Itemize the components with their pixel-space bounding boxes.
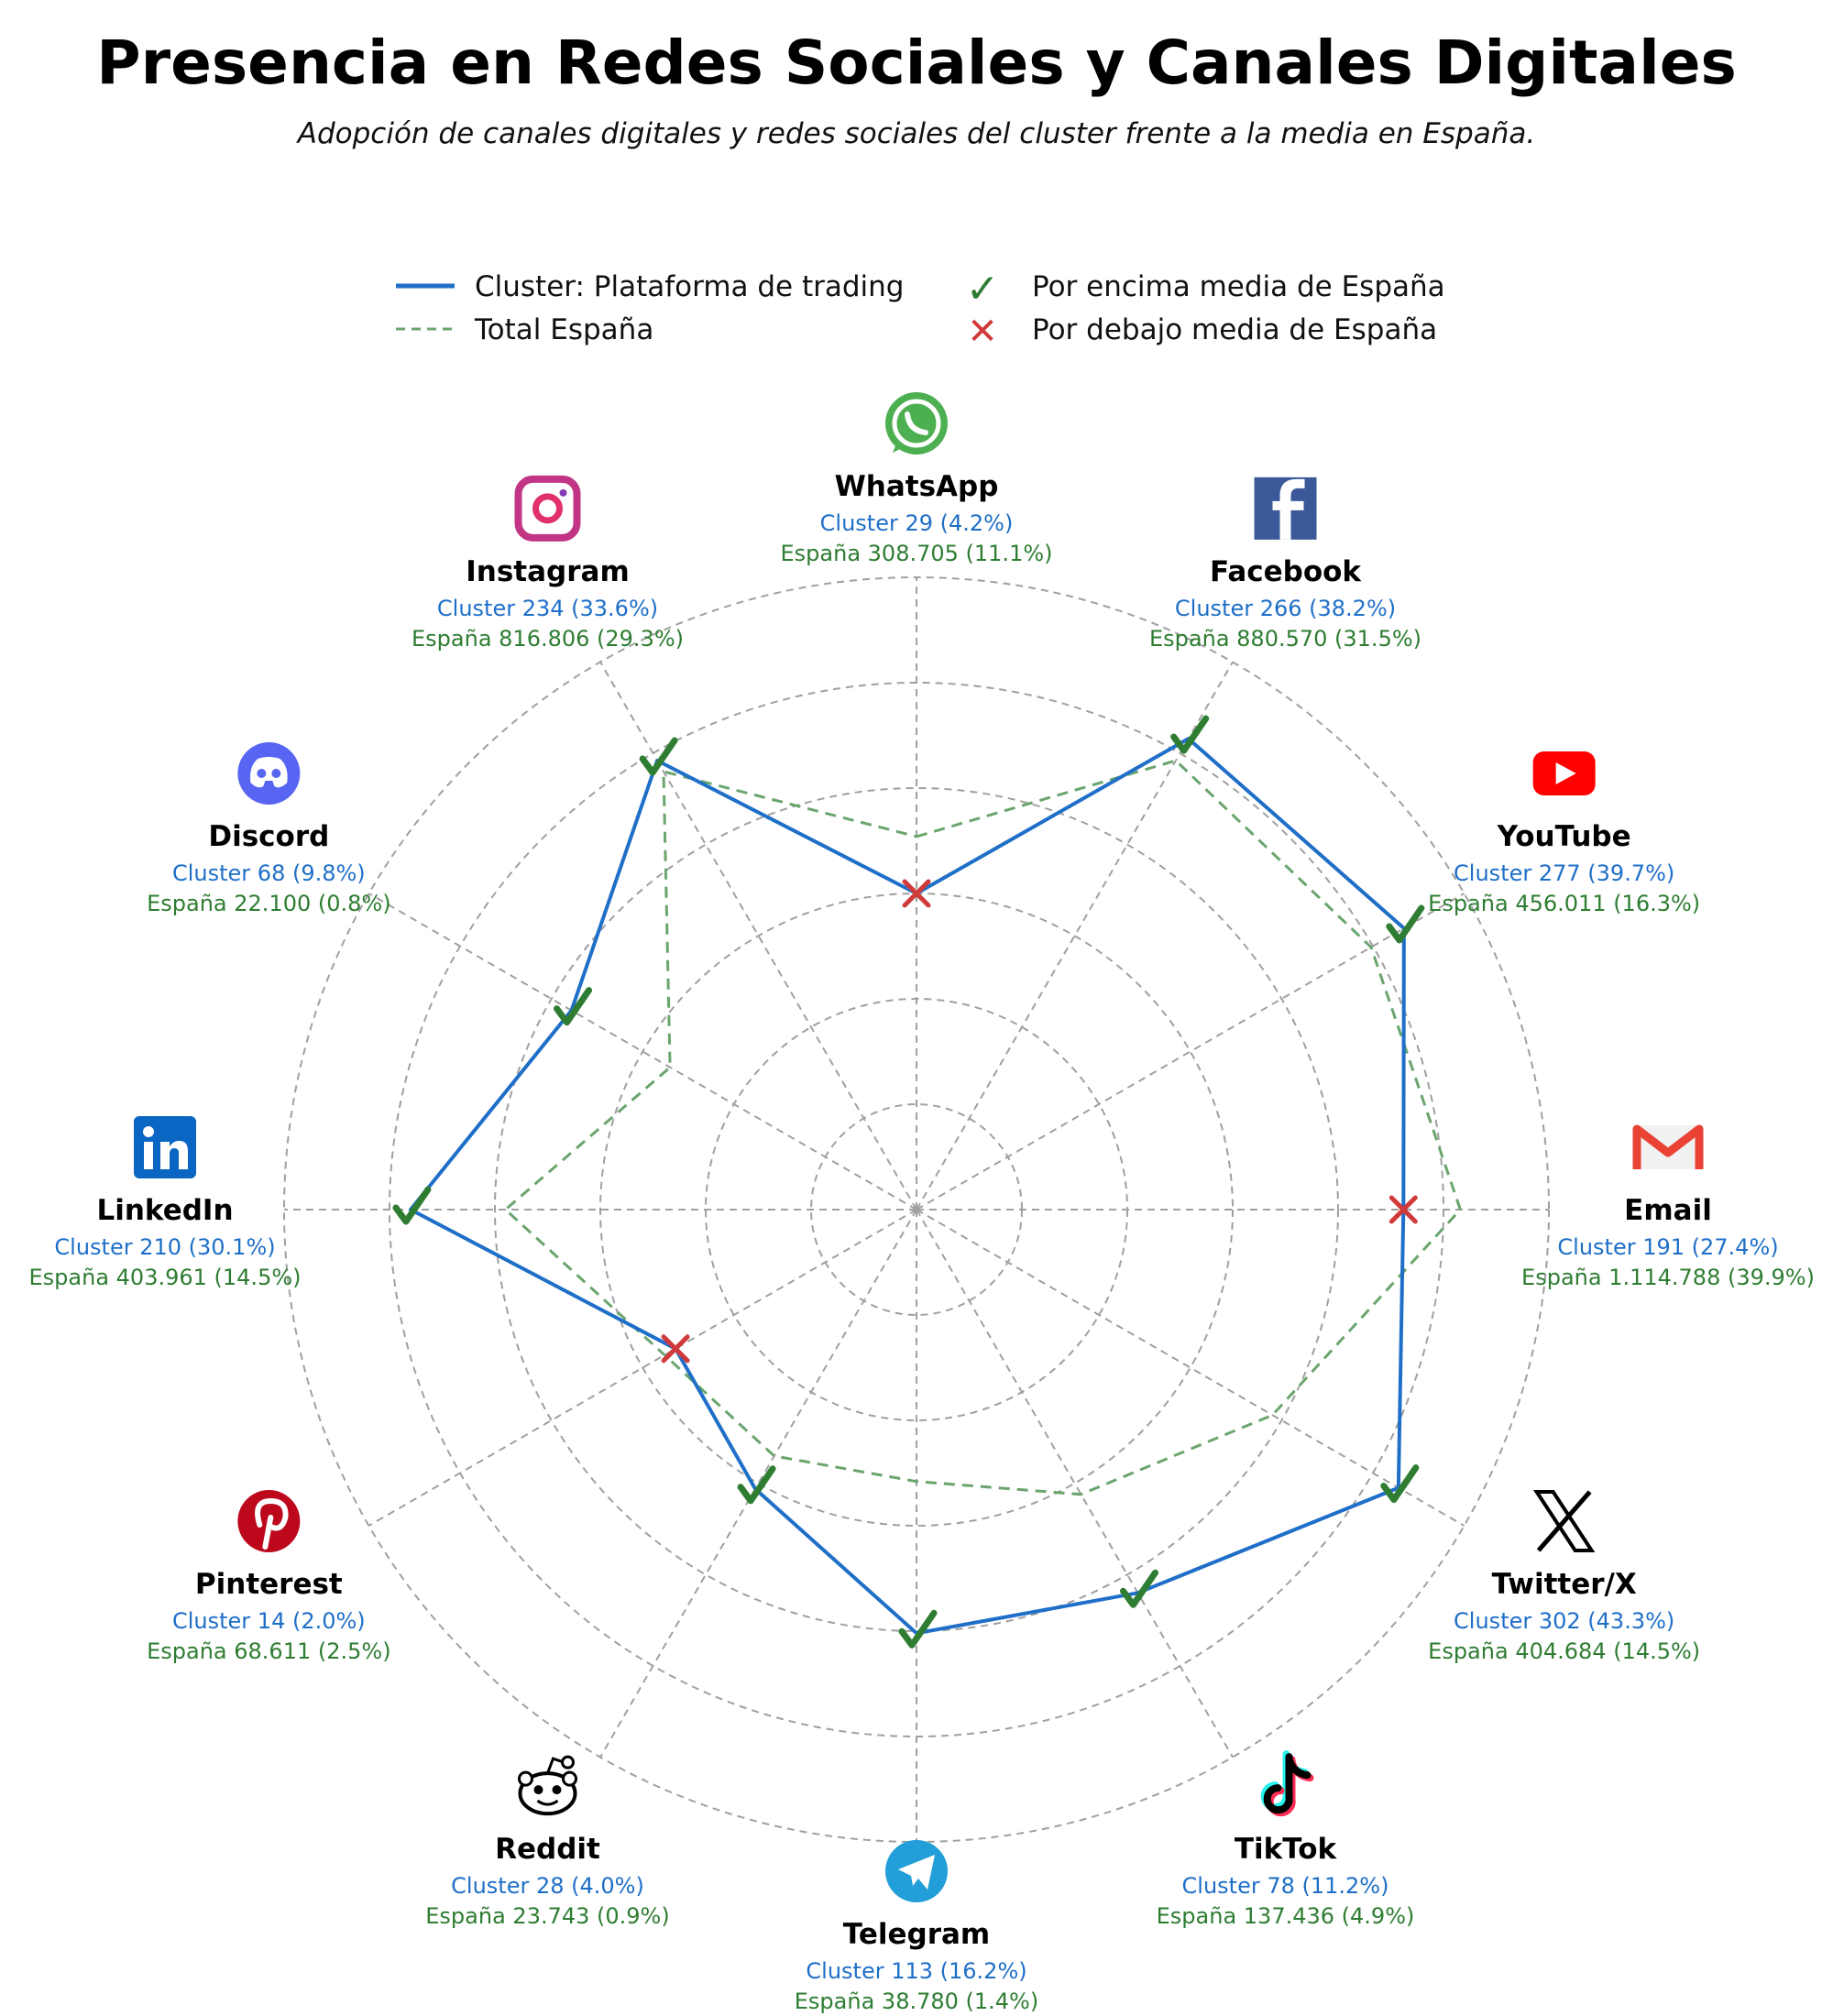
platform-cluster-value: Cluster 113 (16.2%) bbox=[806, 1958, 1027, 1984]
platform-name: Email bbox=[1624, 1194, 1712, 1227]
marker-above bbox=[1389, 908, 1421, 940]
platform-spain-value: España 38.780 (1.4%) bbox=[794, 1989, 1039, 2014]
platform-labels bbox=[29, 392, 1815, 2014]
whatsapp-icon bbox=[885, 392, 948, 455]
platform-label-whatsapp bbox=[781, 392, 1053, 566]
platform-spain-value: España 1.114.788 (39.9%) bbox=[1521, 1265, 1815, 1290]
platform-cluster-value: Cluster 234 (33.6%) bbox=[436, 595, 659, 621]
marker-above bbox=[1174, 718, 1206, 751]
platform-name: Telegram bbox=[842, 1918, 991, 1951]
platform-spain-value: España 308.705 (11.1%) bbox=[780, 541, 1053, 566]
platform-cluster-value: Cluster 29 (4.2%) bbox=[819, 510, 1014, 536]
grid-spoke bbox=[916, 1210, 1465, 1526]
platform-name: YouTube bbox=[1497, 820, 1631, 854]
telegram-icon bbox=[885, 1840, 948, 1902]
legend-below-icon: ✕ bbox=[967, 311, 998, 353]
chart-title: Presencia en Redes Sociales y Canales Digitales bbox=[96, 27, 1737, 98]
discord-icon bbox=[237, 742, 300, 805]
platform-label-facebook bbox=[1149, 477, 1421, 652]
platform-label-tiktok bbox=[1157, 1754, 1415, 1929]
series-layer bbox=[411, 739, 1460, 1633]
marker-below bbox=[664, 1337, 687, 1361]
legend-above-label: Por encima media de España bbox=[1032, 270, 1445, 303]
platform-label-linkedin bbox=[29, 1116, 302, 1290]
platform-spain-value: España 23.743 (0.9%) bbox=[425, 1903, 670, 1930]
platform-cluster-value: Cluster 277 (39.7%) bbox=[1454, 860, 1675, 887]
platform-spain-value: España 137.436 (4.9%) bbox=[1156, 1903, 1415, 1930]
reddit-icon bbox=[520, 1757, 576, 1813]
platform-name: Discord bbox=[208, 820, 330, 854]
platform-spain-value: España 68.611 (2.5%) bbox=[147, 1638, 391, 1664]
platform-name: TikTok bbox=[1234, 1833, 1337, 1867]
platform-cluster-value: Cluster 266 (38.2%) bbox=[1174, 595, 1397, 621]
instagram-icon bbox=[519, 479, 577, 538]
platform-label-email bbox=[1521, 1125, 1815, 1290]
youtube-icon bbox=[1533, 751, 1596, 795]
legend bbox=[396, 266, 1445, 353]
platform-label-instagram bbox=[412, 479, 684, 652]
tiktok-icon bbox=[1265, 1754, 1311, 1813]
platform-spain-value: España 404.684 (14.5%) bbox=[1428, 1638, 1701, 1664]
chart-subtitle: Adopción de canales digitales y redes sociales del cluster frente a la media en España. bbox=[297, 117, 1536, 150]
radar-grid bbox=[284, 577, 1549, 1842]
platform-cluster-value: Cluster 210 (30.1%) bbox=[54, 1234, 276, 1260]
legend-cluster-label: Cluster: Plataforma de trading bbox=[475, 270, 905, 303]
platform-name: LinkedIn bbox=[96, 1194, 234, 1227]
platform-cluster-value: Cluster 28 (4.0%) bbox=[451, 1873, 644, 1900]
platform-label-youtube bbox=[1428, 751, 1700, 916]
series-cluster-line bbox=[411, 739, 1404, 1633]
platform-name: Reddit bbox=[495, 1833, 600, 1867]
platform-name: Twitter/X bbox=[1491, 1567, 1637, 1601]
platform-cluster-value: Cluster 191 (27.4%) bbox=[1557, 1234, 1779, 1260]
gmail-icon bbox=[1637, 1125, 1699, 1169]
platform-spain-value: España 22.100 (0.8%) bbox=[147, 891, 391, 917]
legend-spain-label: Total España bbox=[475, 313, 654, 346]
platform-name: Instagram bbox=[466, 554, 630, 588]
facebook-icon bbox=[1255, 477, 1317, 540]
platform-label-reddit bbox=[425, 1757, 669, 1929]
platform-name: WhatsApp bbox=[834, 470, 999, 503]
platform-cluster-value: Cluster 302 (43.3%) bbox=[1454, 1607, 1675, 1634]
legend-above-icon: ✓ bbox=[965, 266, 1000, 312]
platform-name: Facebook bbox=[1209, 554, 1362, 588]
linkedin-icon bbox=[134, 1116, 196, 1178]
status-markers bbox=[396, 718, 1421, 1645]
platform-cluster-value: Cluster 68 (9.8%) bbox=[171, 860, 366, 887]
grid-spoke bbox=[916, 893, 1465, 1210]
grid-spoke bbox=[916, 1210, 1233, 1758]
platform-label-pinterest bbox=[147, 1490, 390, 1664]
platform-spain-value: España 403.961 (14.5%) bbox=[28, 1265, 302, 1290]
platform-name: Pinterest bbox=[194, 1567, 343, 1601]
platform-cluster-value: Cluster 78 (11.2%) bbox=[1181, 1873, 1389, 1900]
pinterest-icon bbox=[237, 1490, 300, 1552]
legend-below-label: Por debajo media de España bbox=[1032, 313, 1438, 346]
platform-label-discord bbox=[147, 742, 390, 916]
platform-label-telegram bbox=[795, 1840, 1038, 2014]
grid-spoke bbox=[600, 1210, 916, 1758]
x-twitter-icon bbox=[1537, 1492, 1592, 1550]
platform-spain-value: España 880.570 (31.5%) bbox=[1149, 625, 1421, 652]
platform-cluster-value: Cluster 14 (2.0%) bbox=[171, 1607, 366, 1634]
platform-spain-value: España 456.011 (16.3%) bbox=[1428, 891, 1701, 917]
platform-spain-value: España 816.806 (29.3%) bbox=[412, 625, 684, 652]
